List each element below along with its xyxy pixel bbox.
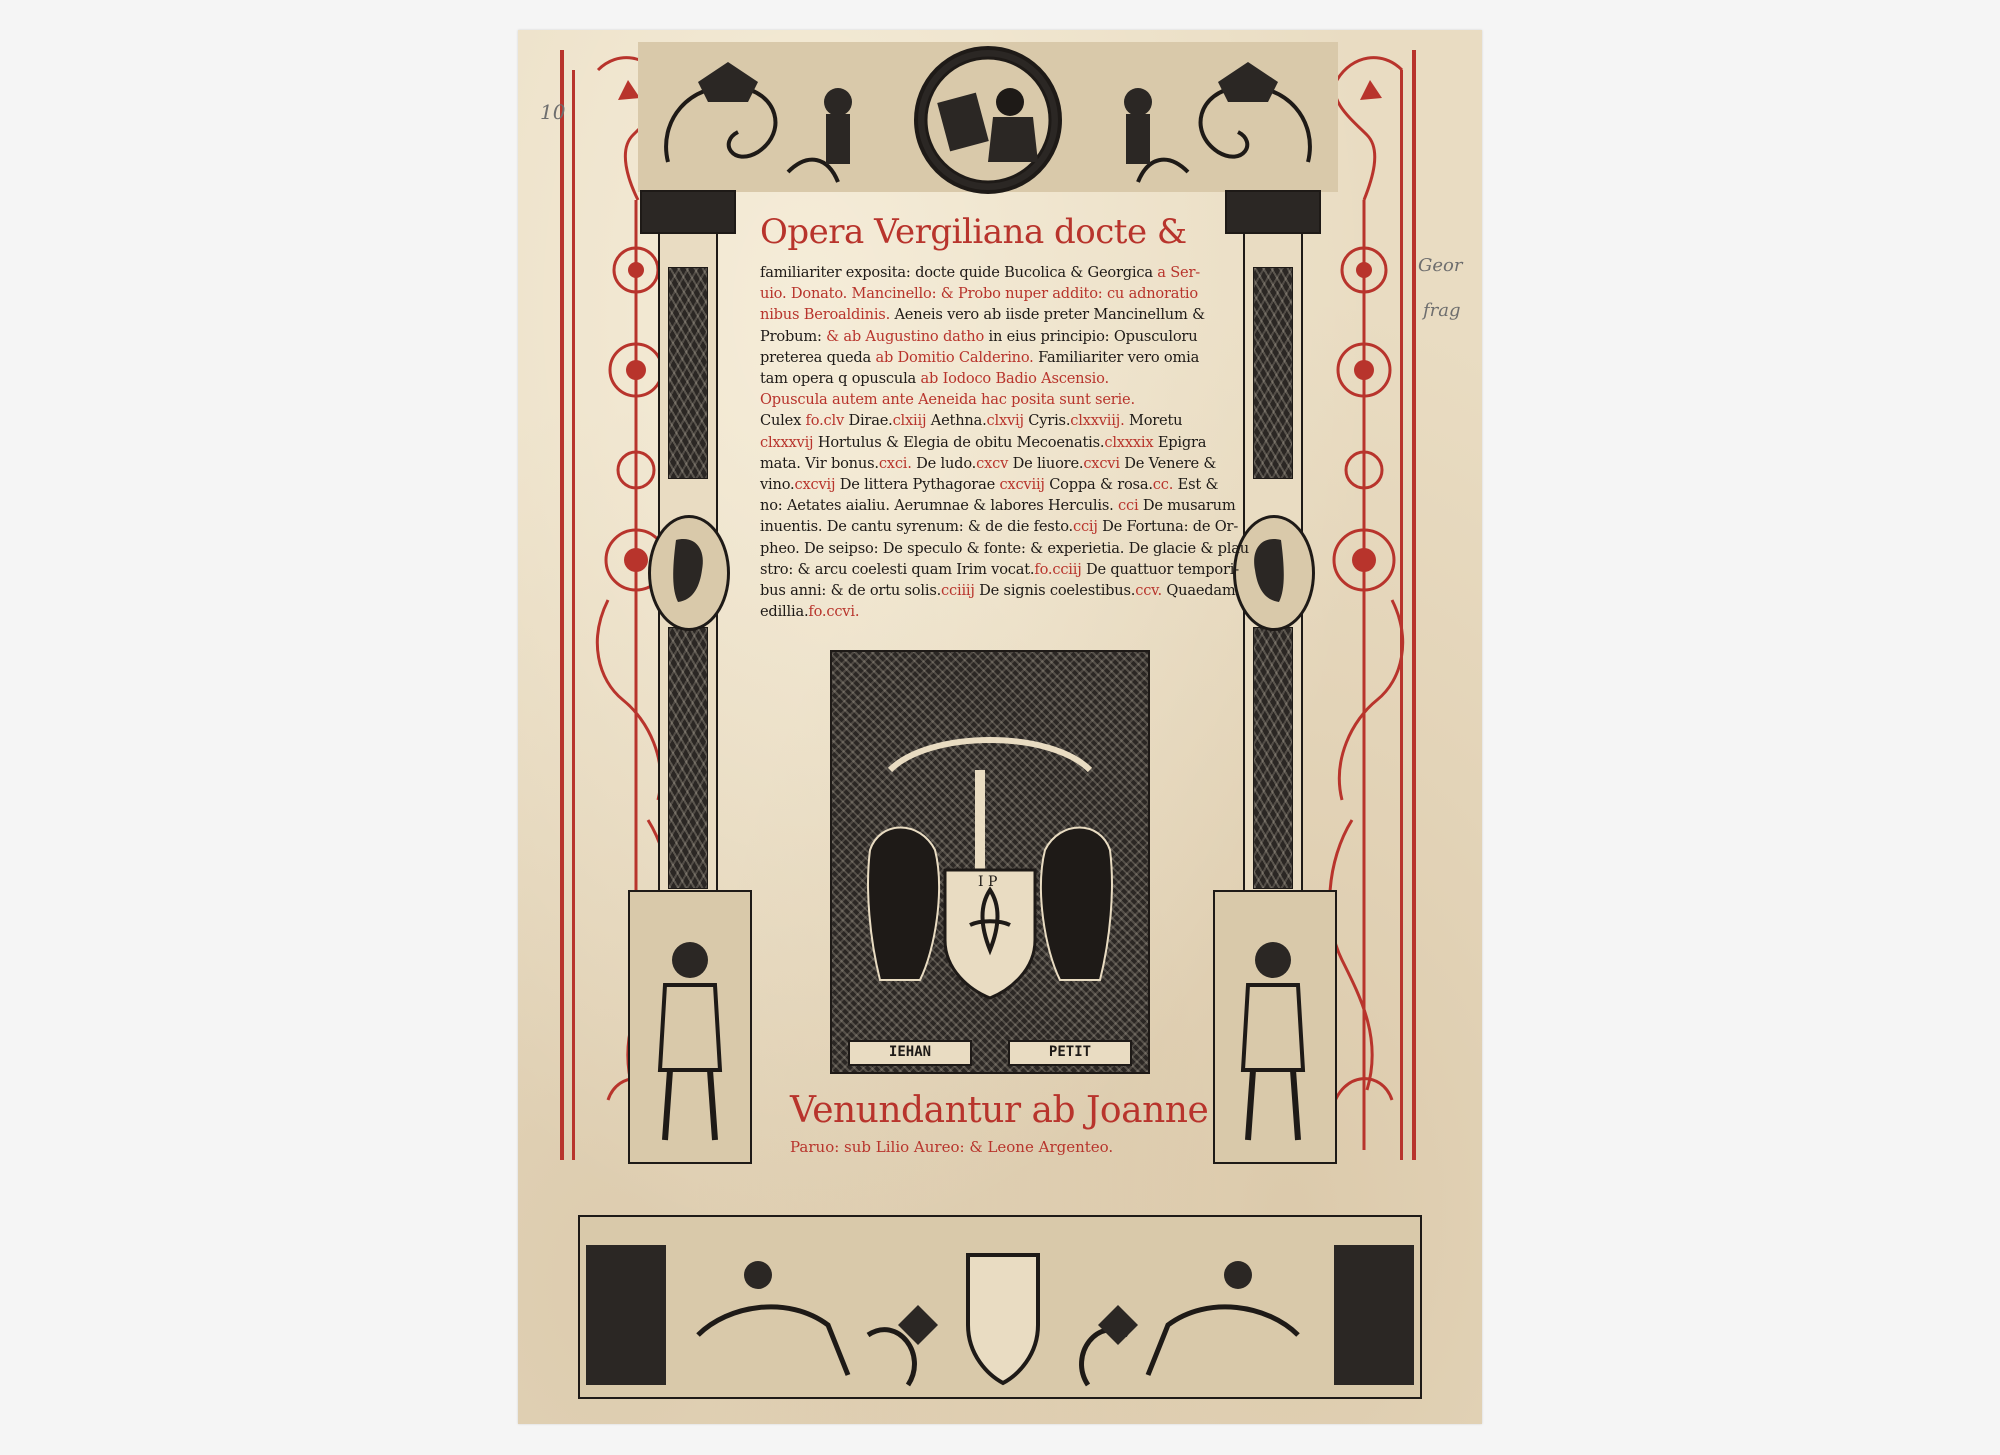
- left-red-rule-inner: [572, 70, 575, 1160]
- text-line: Culex fo.clv Dirae.clxiij Aethna.clxvij Cyris.clxxviij. Moretu: [760, 412, 1183, 430]
- left-base-figure: [640, 930, 740, 1150]
- text-line: vino.cxcvij De littera Pythagorae cxcviij Coppa & rosa.cc. Est &: [760, 476, 1219, 494]
- text-line: clxxxvij Hortulus & Elegia de obitu Mecoenatis.clxxxix Epigra: [760, 433, 1207, 451]
- left-portrait-profile: [658, 530, 714, 610]
- printers-mark-banner-left: IEHAN: [848, 1040, 972, 1066]
- margin-note-right-1: Geor: [1418, 255, 1463, 276]
- text-line: edillia.fo.ccvi.: [760, 603, 860, 621]
- right-column-upper-panel: [1253, 267, 1293, 479]
- right-column-lower-panel: [1253, 627, 1293, 889]
- contents-text-block: [760, 262, 1249, 622]
- margin-note-right-2: frag: [1423, 300, 1461, 321]
- text-line: stro: & arcu coelesti quam Irim vocat.fo.cciij De quattuor tempori-: [760, 560, 1239, 578]
- left-column-capital: [640, 190, 736, 234]
- text-line: Probum: & ab Augustino datho in eius principio: Opusculoru: [760, 327, 1198, 345]
- top-frieze-illustration: [638, 42, 1338, 202]
- text-line: mata. Vir bonus.cxci. De ludo.cxcv De liuore.cxcvi De Venere &: [760, 454, 1217, 472]
- right-base-figure: [1223, 930, 1323, 1150]
- printers-mark-arms: [830, 650, 1150, 1074]
- text-line: inuentis. De cantu syrenum: & de die festo.ccij De Fortuna: de Or-: [760, 518, 1239, 536]
- text-line: pheo. De seipso: De speculo & fonte: & experietia. De glacie & plau: [760, 539, 1249, 557]
- margin-note-top-left: 10: [540, 100, 566, 124]
- text-line: Opuscula autem ante Aeneida hac posita sunt serie.: [760, 391, 1135, 409]
- text-line: bus anni: & de ortu solis.cciiij De signis coelestibus.ccv. Quaedam: [760, 582, 1236, 600]
- left-red-rule-outer: [560, 50, 564, 1160]
- page-title: Opera Vergiliana docte &: [760, 212, 1187, 252]
- imprint-line-2: Paruo: sub Lilio Aureo: & Leone Argenteo.: [790, 1138, 1114, 1156]
- text-line: uio. Donato. Mancinello: & Probo nuper addito: cu adnoratio: [760, 285, 1198, 303]
- text-line: familiariter exposita: docte quide Bucolica & Georgica a Ser-: [760, 264, 1200, 281]
- printers-mark-initials: I P: [978, 874, 998, 890]
- text-line: tam opera q opuscula ab Iodoco Badio Ascensio.: [760, 370, 1109, 388]
- printers-mark-banner-right: PETIT: [1008, 1040, 1132, 1066]
- text-line: no: Aetates aialiu. Aerumnae & labores Herculis. cci De musarum: [760, 497, 1236, 515]
- left-column-upper-panel: [668, 267, 708, 479]
- right-column-capital: [1225, 190, 1321, 234]
- imprint-line-1: Venundantur ab Joanne: [790, 1090, 1209, 1131]
- bottom-frieze-illustration: [578, 1215, 1422, 1399]
- left-column-lower-panel: [668, 627, 708, 889]
- right-portrait-profile: [1243, 530, 1299, 610]
- text-line: preterea queda ab Domitio Calderino. Familiariter vero omia: [760, 348, 1200, 366]
- text-line: nibus Beroaldinis. Aeneis vero ab iisde preter Mancinellum &: [760, 306, 1205, 324]
